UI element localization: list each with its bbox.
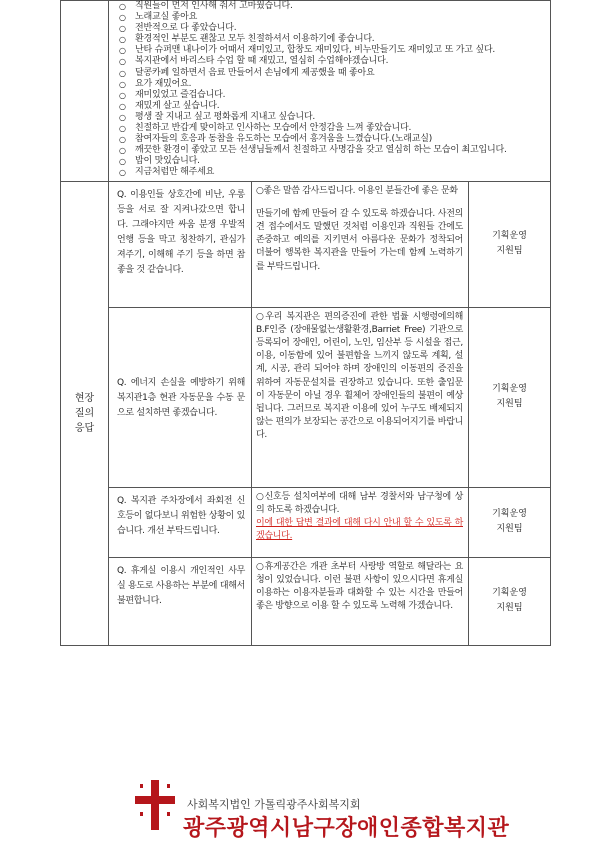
question-cell: Q. 이용인들 상호간에 비난, 우롱 등을 서로 잘 지켜나갔으면 합니다. 그래야지만 싸움 분쟁 우발적 언행 등을 막고 칭찬하기, 관심가져주기, 이해해 주기 등을 하면 참 좋을 것 같습니다.	[109, 181, 252, 307]
question-cell: Q. 복지관 주차장에서 좌회전 신호등이 없다보니 위험한 상황이 있습니다. 개선 부탁드립니다.	[109, 487, 252, 557]
section-label-line: 응답	[74, 422, 95, 434]
answer-followup-note: 이에 대한 답변 결과에 대해 다시 안내 할 수 있도록 하겠습니다.	[256, 517, 463, 542]
answer-cell	[252, 557, 469, 645]
dept-cell	[469, 181, 551, 307]
bullet-circle-icon: ○	[119, 2, 126, 11]
comment-item	[113, 145, 546, 156]
comment-item	[113, 1, 546, 12]
dept-name: 기획운영	[492, 509, 527, 519]
answer-cell	[252, 487, 469, 557]
comment-item	[113, 156, 546, 167]
answer-text: ○우리 복지관은 편의증진에 관한 법률 시행령에의해 B.F인증 (장애물없는생활환경,Barriet Free) 기관으로 등록되어 장애인, 어린이, 노인, 임산부 등 시설을 접근, 이용, 이동함에 있어 불편함을 느끼지 않도록 계획, 설계, 시공, 관리 되어야 하며 장애인의 이동편의 증진을 위하여 자동문설치를 권장하고 있습니다. 또한 출입문이 자동문이 아닐 경우 휠체어 장애인들의 불편이 예상됩니다. 그러므로 복지관 이용에 있어 누구도 배제되지 않는 편의가 보장되는 공간으로 이용되어지기를 바랍니다.	[256, 311, 463, 441]
comment-item	[113, 45, 546, 56]
comment-text: 참여자들의 호응과 동참을 유도하는 모습에서 흥겨움을 느꼈습니다.(노래교실)	[135, 134, 433, 145]
qa-row	[61, 181, 551, 307]
comments-row	[61, 1, 551, 182]
dept-name: 기획운영	[492, 588, 527, 598]
bullet-circle-icon: ○	[119, 146, 126, 156]
comment-item	[113, 56, 546, 67]
bullet-circle-icon: ○	[119, 90, 126, 100]
bullet-circle-icon: ○	[119, 157, 126, 167]
answer-text: ○휴게공간은 개관 초부터 사랑방 역할로 해달라는 요청이 있었습니다. 이런 불편 사항이 있으시다면 휴게실 이용하는 이용자분들과 대화할 수 있는 시간을 만들어 좋은 방향으로 이용 할 수 있도록 노력해 가겠습니다.	[256, 561, 463, 612]
comment-text: 복지관에서 바리스타 수업 할 때 재밌고, 열심히 수업해야겠습니다.	[135, 56, 389, 67]
comment-item	[113, 12, 546, 23]
comment-text: 평생 잘 지내고 싶고 평화롭게 지내고 싶습니다.	[135, 111, 316, 122]
caritas-cross-icon	[133, 780, 177, 830]
comment-item	[113, 101, 546, 112]
answer-text: ○좋은 말씀 감사드립니다. 이용인 분들간에 좋은 문화	[256, 185, 458, 196]
org-subtitle: 사회복지법인 가톨릭광주사회복지회	[187, 798, 361, 811]
answer-text: 만들기에 함께 만들어 갈 수 있도록 하겠습니다. 사전의견 접수에서도 말했던 것처럼 이용인과 직원들 간에도 존중하고 예의를 지키면서 아름다운 문화가 정착되어 더불어 행복한 복지관을 만들어 가는데 함께 노력하기를 부탁드립니다.	[256, 208, 463, 272]
answer-text: ○신호등 설치여부에 대해 남부 경찰서와 남구청에 상의 하도록 하겠습니다.	[256, 491, 463, 515]
bullet-circle-icon: ○	[119, 112, 126, 122]
bullet-circle-icon: ○	[119, 101, 126, 111]
section-label-line: 현장	[74, 392, 95, 404]
bullet-circle-icon: ○	[119, 124, 126, 134]
comment-item	[113, 68, 546, 79]
section-label	[61, 181, 109, 645]
comment-item	[113, 90, 546, 101]
section-label-line: 질의	[74, 407, 95, 419]
comment-text: 환경적인 부분도 괜찮고 모두 친절하셔서 이용하기에 좋습니다.	[135, 34, 375, 45]
comment-item	[113, 134, 546, 145]
bullet-circle-icon: ○	[119, 168, 126, 178]
org-name: 광주광역시남구장애인종합복지관	[183, 816, 510, 841]
bullet-circle-icon: ○	[119, 46, 126, 56]
dept-team: 지원팀	[496, 524, 523, 534]
dept-team: 지원팀	[496, 603, 523, 613]
dept-name: 기획운영	[492, 384, 527, 394]
comment-text: 전반적으로 다 좋았습니다.	[135, 23, 237, 34]
qa-row	[61, 487, 551, 557]
dept-team: 지원팀	[496, 399, 523, 409]
comment-text: 친절하고 반갑게 맞이하고 인사하는 모습에서 안정감을 느껴 좋았습니다.	[135, 123, 412, 134]
comment-text: 직원들이 먼저 인사해 줘서 고마웠습니다.	[135, 1, 293, 11]
answer-cell	[252, 307, 469, 487]
dept-cell	[469, 557, 551, 645]
comment-text: 재밌게 살고 싶습니다.	[135, 100, 220, 111]
comment-text: 난타 슈퍼맨 내나이가 어때서 재미있고, 합창도 재미있다, 비누만들기도 재미있고 또 가고 싶다.	[135, 45, 496, 56]
comments-cell	[109, 1, 551, 182]
comment-text: 달콩카페 일하면서 음료 만들어서 손님에게 제공했을 때 좋아요	[135, 67, 375, 78]
bullet-circle-icon: ○	[119, 24, 126, 34]
dept-name: 기획운영	[492, 231, 527, 241]
comment-item	[113, 112, 546, 123]
comment-item	[113, 167, 546, 178]
comment-item	[113, 34, 546, 45]
comment-text: 지금처럼만 해주세요	[135, 167, 215, 178]
bullet-circle-icon: ○	[119, 35, 126, 45]
comment-text: 밥이 맛있습니다.	[135, 156, 200, 167]
bullet-circle-icon: ○	[119, 135, 126, 145]
blank-label-cell	[61, 1, 109, 182]
comment-item	[113, 79, 546, 90]
organization-logo	[133, 780, 510, 841]
question-cell: Q. 휴게실 이용시 개인적인 사무실 용도로 사용하는 부분에 대해서 불편합니다.	[109, 557, 252, 645]
question-cell: Q. 에너지 손실을 예방하기 위해 복지관1층 현관 자동문을 수동 문으로 설치하면 좋겠습니다.	[109, 307, 252, 487]
comment-item	[113, 123, 546, 134]
bullet-circle-icon: ○	[119, 68, 126, 78]
qa-row	[61, 557, 551, 645]
bullet-circle-icon: ○	[119, 57, 126, 67]
dept-cell	[469, 487, 551, 557]
comment-list	[109, 1, 550, 181]
bullet-circle-icon: ○	[119, 13, 126, 23]
comment-text: 노래교실 좋아요	[135, 12, 198, 23]
comment-text: 재미있었고 즐겁습니다.	[135, 89, 226, 100]
comment-item	[113, 23, 546, 34]
bullet-circle-icon: ○	[119, 79, 126, 89]
answer-cell	[252, 181, 469, 307]
comment-text: 요가 재밌어요.	[135, 78, 192, 89]
qa-document-table	[60, 0, 551, 646]
dept-cell	[469, 307, 551, 487]
dept-team: 지원팀	[496, 246, 523, 256]
qa-row	[61, 307, 551, 487]
comment-text: 깨끗한 환경이 좋았고 모든 선생님들께서 친절하고 사명감을 갖고 열심히 하는 모습이 최고입니다.	[135, 145, 507, 156]
